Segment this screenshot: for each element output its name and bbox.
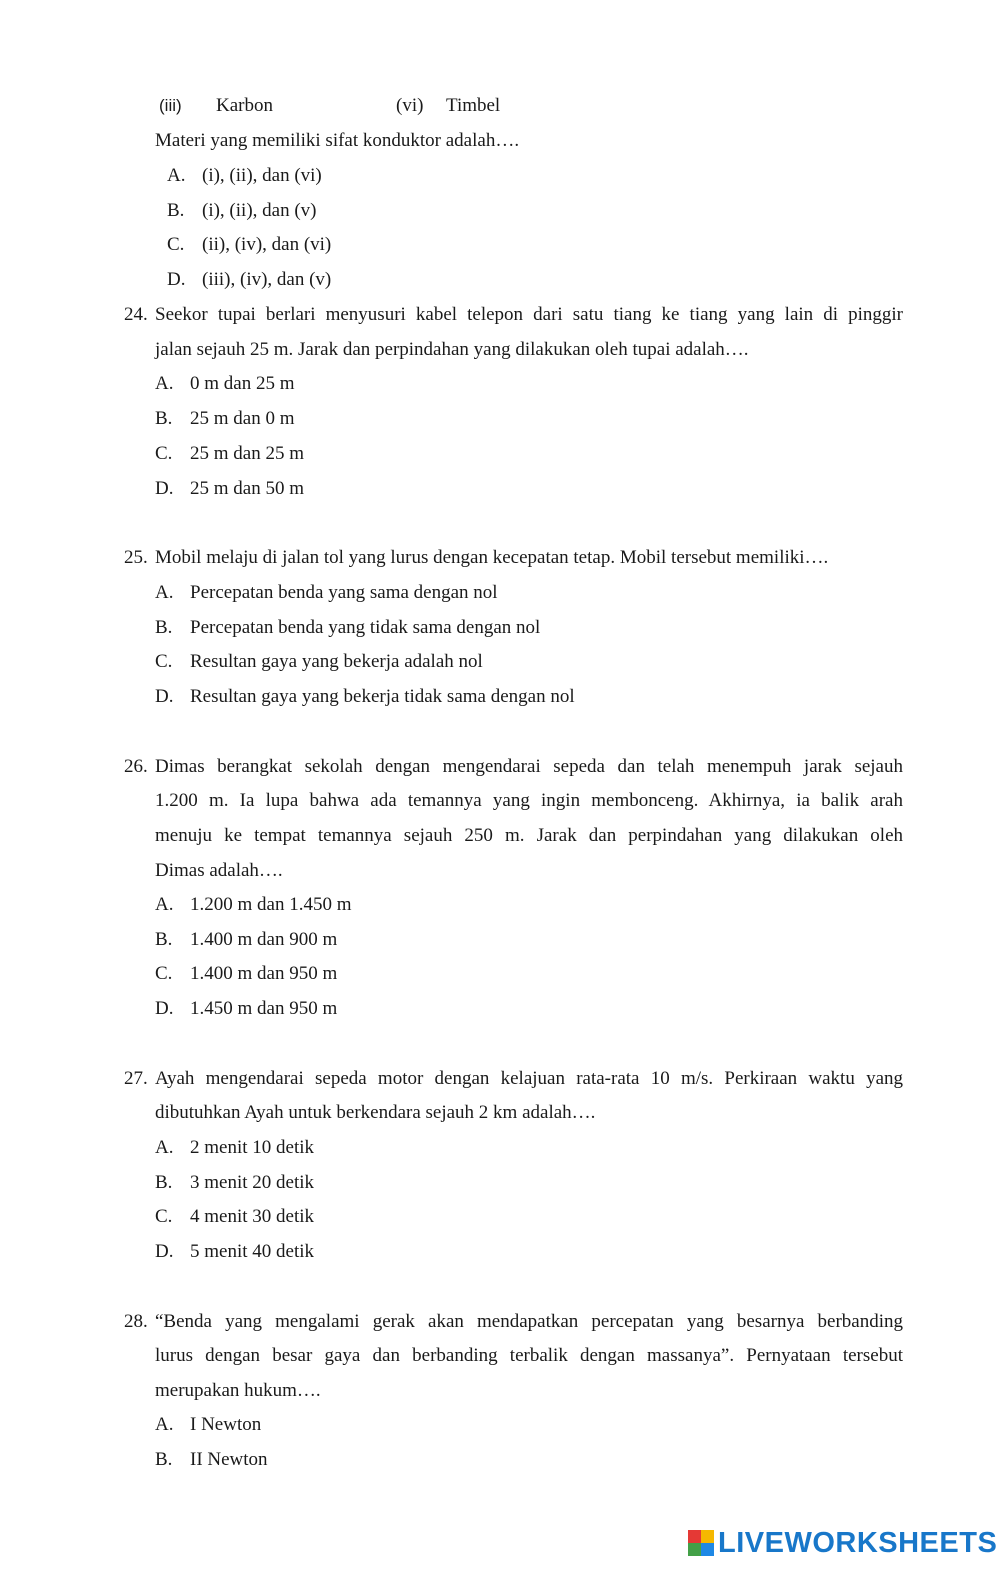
question-text-line: Dimas berangkat sekolah dengan mengendarai sepeda dan telah menempuh jarak sejauh — [155, 756, 903, 777]
option-letter: D. — [155, 998, 174, 1019]
liveworksheets-logo-text: LIVEWORKSHEETS — [718, 1526, 998, 1559]
question-text-line: “Benda yang mengalami gerak akan mendapatkan percepatan yang besarnya berbanding — [155, 1311, 903, 1332]
q23-item-label-vi: (vi) — [396, 95, 424, 116]
option-text: 25 m dan 50 m — [190, 478, 304, 499]
question-text-line: Seekor tupai berlari menyusuri kabel telepon dari satu tiang ke tiang yang lain di pinggir — [155, 304, 903, 325]
option-letter: D. — [155, 478, 174, 499]
q23-option-letter: A. — [167, 165, 186, 186]
option-text: 1.400 m dan 950 m — [190, 963, 338, 984]
q23-stem: Materi yang memiliki sifat konduktor adalah…. — [155, 130, 520, 151]
option-text: Percepatan benda yang tidak sama dengan nol — [190, 617, 541, 638]
option-text: 25 m dan 25 m — [190, 443, 304, 464]
q23-option-letter: B. — [167, 200, 185, 221]
question-text-line: jalan sejauh 25 m. Jarak dan perpindahan yang dilakukan oleh tupai adalah…. — [155, 339, 749, 360]
question-text-line: Dimas adalah…. — [155, 860, 283, 881]
q23-item-text-timbel: Timbel — [446, 95, 501, 116]
option-text: 4 menit 30 detik — [190, 1206, 315, 1227]
question-text-line: menuju ke tempat temannya sejauh 250 m. Jarak dan perpindahan yang dilakukan oleh — [155, 825, 903, 846]
option-letter: A. — [155, 373, 174, 394]
option-text: 25 m dan 0 m — [190, 408, 295, 429]
option-letter: A. — [155, 1414, 174, 1435]
option-text: 5 menit 40 detik — [190, 1241, 315, 1262]
question-number: 24. — [124, 304, 148, 325]
option-text: 2 menit 10 detik — [190, 1137, 315, 1158]
option-text: 0 m dan 25 m — [190, 373, 295, 394]
option-letter: B. — [155, 408, 173, 429]
option-letter: B. — [155, 617, 173, 638]
option-text: 1.200 m dan 1.450 m — [190, 894, 352, 915]
q23-option-text: (iii), (iv), dan (v) — [202, 269, 332, 290]
option-letter: B. — [155, 1449, 173, 1470]
question-text-line: 1.200 m. Ia lupa bahwa ada temannya yang ingin membonceng. Akhirnya, ia balik arah — [155, 790, 903, 811]
option-text: 1.450 m dan 950 m — [190, 998, 338, 1019]
q23-item-label-iii: (iii) — [159, 96, 182, 115]
q23-option-text: (ii), (iv), dan (vi) — [202, 234, 332, 255]
q23-option-text: (i), (ii), dan (v) — [202, 200, 317, 221]
option-letter: B. — [155, 929, 173, 950]
option-text: 3 menit 20 detik — [190, 1172, 315, 1193]
question-text-line: Mobil melaju di jalan tol yang lurus dengan kecepatan tetap. Mobil tersebut memiliki…. — [155, 547, 829, 568]
question-number: 25. — [124, 547, 148, 568]
option-letter: C. — [155, 963, 173, 984]
option-text: II Newton — [190, 1449, 268, 1470]
option-letter: D. — [155, 686, 174, 707]
option-letter: A. — [155, 894, 174, 915]
option-letter: C. — [155, 1206, 173, 1227]
question-number: 28. — [124, 1311, 148, 1332]
option-text: Resultan gaya yang bekerja adalah nol — [190, 651, 483, 672]
liveworksheets-logo-icon — [688, 1530, 714, 1556]
option-letter: C. — [155, 443, 173, 464]
option-text: 1.400 m dan 900 m — [190, 929, 338, 950]
option-letter: A. — [155, 582, 174, 603]
option-text: Percepatan benda yang sama dengan nol — [190, 582, 498, 603]
option-text: I Newton — [190, 1414, 262, 1435]
question-number: 27. — [124, 1068, 148, 1089]
option-letter: D. — [155, 1241, 174, 1262]
question-text-line: Ayah mengendarai sepeda motor dengan kelajuan rata-rata 10 m/s. Perkiraan waktu yang — [155, 1068, 903, 1089]
liveworksheets-logo[interactable] — [688, 1527, 997, 1559]
option-letter: C. — [155, 651, 173, 672]
option-letter: B. — [155, 1172, 173, 1193]
question-text-line: dibutuhkan Ayah untuk berkendara sejauh 2 km adalah…. — [155, 1102, 596, 1123]
question-text-line: lurus dengan besar gaya dan berbanding terbalik dengan massanya”. Pernyataan tersebut — [155, 1345, 903, 1366]
q23-option-letter: C. — [167, 234, 185, 255]
q23-option-letter: D. — [167, 269, 186, 290]
option-letter: A. — [155, 1137, 174, 1158]
question-number: 26. — [124, 756, 148, 777]
q23-item-text-karbon: Karbon — [216, 95, 273, 116]
q23-option-text: (i), (ii), dan (vi) — [202, 165, 322, 186]
question-text-line: merupakan hukum…. — [155, 1380, 321, 1401]
option-text: Resultan gaya yang bekerja tidak sama dengan nol — [190, 686, 575, 707]
